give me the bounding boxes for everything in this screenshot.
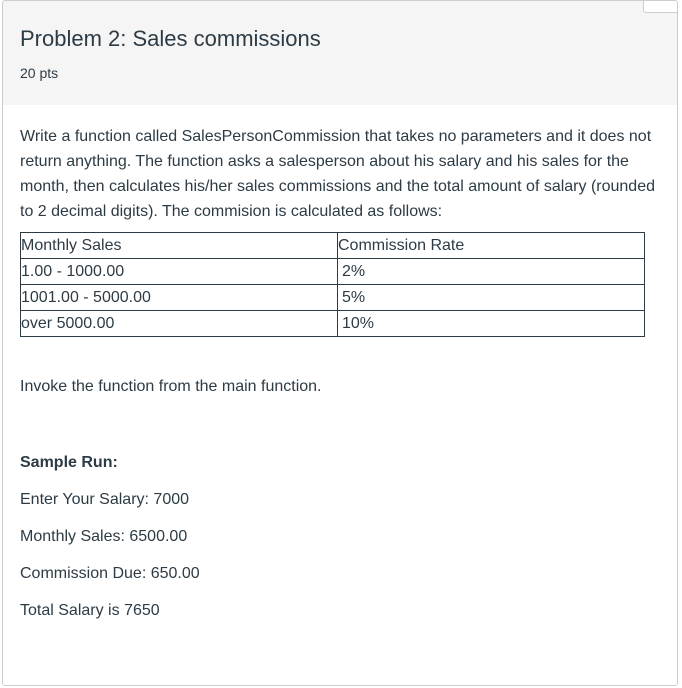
sample-run-line: Commission Due: 650.00 [20, 565, 200, 582]
table-row [21, 285, 645, 311]
question-title: Problem 2: Sales commissions [20, 26, 321, 51]
sample-run-line: Total Salary is 7650 [20, 602, 160, 619]
invoke-instruction: Invoke the function from the main function. [20, 378, 322, 395]
question-body [3, 105, 677, 621]
table-header-cell: Commission Rate [338, 233, 645, 259]
table-header-row [21, 233, 645, 259]
table-row [21, 259, 645, 285]
table-cell: 5% [338, 285, 645, 311]
question-card [2, 0, 678, 686]
table-row [21, 311, 645, 337]
question-description: Write a function called SalesPersonCommission that takes no parameters and it does not return anything. The function asks a salesperson about his salary and his sales for the month, then calculates his/her sales commissions and the total amount of salary (rounded to 2 decimal digits). The commision is calculated as follows: [20, 128, 655, 220]
sample-run-title: Sample Run: [20, 454, 118, 471]
table-cell: over 5000.00 [21, 311, 338, 337]
question-points: 20 pts [20, 65, 59, 81]
table-cell: 10% [338, 311, 645, 337]
card-tab-notch [643, 1, 677, 13]
table-cell: 1001.00 - 5000.00 [21, 285, 338, 311]
table-header-cell: Monthly Sales [21, 233, 338, 259]
commission-table [20, 232, 645, 337]
sample-run-line: Monthly Sales: 6500.00 [20, 528, 188, 545]
table-cell: 1.00 - 1000.00 [21, 259, 338, 285]
sample-run-line: Enter Your Salary: 7000 [20, 491, 190, 508]
table-cell: 2% [338, 259, 645, 285]
question-header [3, 1, 677, 105]
